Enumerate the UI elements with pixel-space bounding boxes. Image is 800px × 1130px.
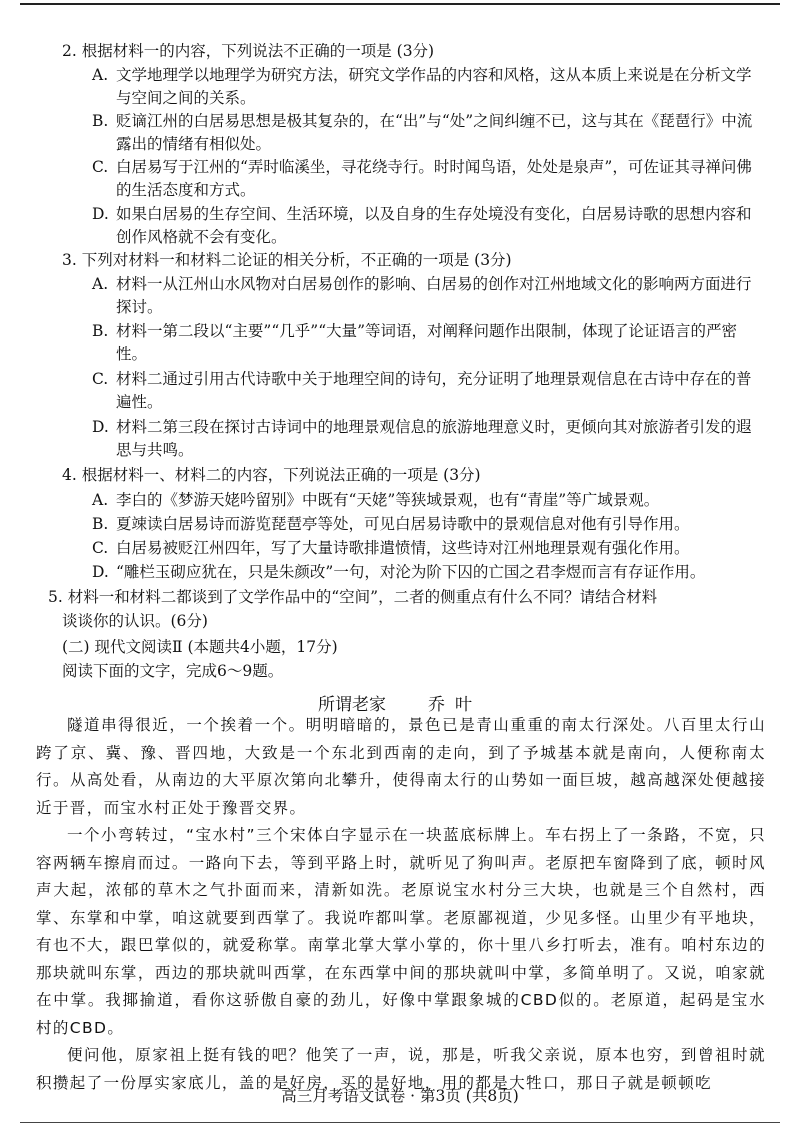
question-3-option-b	[92, 320, 766, 365]
option-label: D.	[92, 418, 109, 436]
top-rule	[20, 3, 780, 5]
option-text: 材料二通过引用古代诗歌中关于地理空间的诗句，充分证明了地理景观信息在古诗中存在的普遍性。	[116, 370, 752, 411]
question-2-option-a	[92, 64, 766, 109]
question-5-line-1: 5. 材料一和材料二都谈到了文学作品中的“空间”，二者的侧重点有什么不同？请结合材料	[48, 588, 658, 606]
option-label: B.	[92, 112, 109, 130]
page-footer: 高三月考语文试卷 · 第3页 (共8页)	[281, 1087, 519, 1105]
option-text: 文学地理学以地理学为研究方法，研究文学作品的内容和风格，这从本质上来说是在分析文学与空间之间的关系。	[116, 66, 752, 107]
option-text: 如果白居易的生存空间、生活环境，以及自身的生存处境没有变化，白居易诗歌的思想内容和创作风格就不会有变化。	[116, 205, 752, 246]
article-author: 乔叶	[428, 695, 482, 715]
option-label: C.	[92, 158, 109, 176]
section-heading: (二) 现代文阅读Ⅱ (本题共4小题，17分)	[62, 638, 338, 656]
article-body	[36, 712, 766, 1097]
article-paragraph: 隧道串得很近，一个挨着一个。明明暗暗的，景色已是青山重重的南太行深处。八百里太行山跨了京、冀、豫、晋四地，大致是一个东北到西南的走向，到了予城基本就是南向，人便称南太行。从高处看，从南边的大平原次第向北攀升，使得南太行的山势如一面巨坡，越高越深处便越接近于晋，而宝水村正处于豫晋交界。	[36, 716, 766, 817]
option-label: C.	[92, 370, 109, 388]
option-text: 贬谪江州的白居易思想是极其复杂的，在“出”与“处”之间纠缠不已，这与其在《琵琶行》中流露出的情绪有相似处。	[116, 112, 753, 153]
option-text: 夏竦读白居易诗而游览琵琶亭等处，可见白居易诗歌中的景观信息对他有引导作用。	[116, 515, 690, 533]
question-3-option-a	[92, 273, 766, 318]
question-4-option-c	[92, 537, 766, 560]
option-text: 材料二第三段在探讨古诗词中的地理景观信息的旅游地理意义时，更倾向其对旅游者引发的遐思与共鸣。	[116, 418, 752, 459]
article-paragraph: 便问他，原家祖上挺有钱的吧？他笑了一声，说，那是，听我父亲说，原本也穷，到曾祖时就积攒起了一份厚实家底儿，盖的是好房，买的是好地，用的都是大牲口，那日子就是顿顿吃	[36, 1046, 766, 1092]
option-text: 白居易被贬江州四年，写了大量诗歌排遣愤情，这些诗对江州地理景观有强化作用。	[116, 539, 690, 557]
option-label: A.	[92, 491, 109, 509]
question-2-stem: 2. 根据材料一的内容，下列说法不正确的一项是 (3分)	[62, 42, 435, 60]
option-label: C.	[92, 539, 109, 557]
question-4-option-a	[92, 489, 766, 512]
section-instruction: 阅读下面的文字，完成6～9题。	[62, 662, 284, 680]
option-text: 李白的《梦游天姥吟留别》中既有“天姥”等狭域景观，也有“青崖”等广域景观。	[116, 491, 660, 509]
bottom-rule	[20, 1122, 780, 1123]
option-label: A.	[92, 275, 109, 293]
option-label: D.	[92, 205, 109, 223]
question-2-option-d	[92, 203, 766, 248]
question-2-option-c	[92, 156, 766, 201]
question-3-option-c	[92, 368, 766, 413]
question-2-option-b	[92, 110, 766, 155]
article-title: 所谓老家	[318, 695, 386, 715]
question-4-stem: 4. 根据材料一、材料二的内容，下列说法正确的一项是 (3分)	[62, 466, 481, 484]
option-text: 白居易写于江州的“弄时临溪坐，寻花绕寺行。时时闻鸟语，处处是泉声”，可佐证其寻禅问佛的生活态度和方式。	[116, 158, 752, 199]
option-label: D.	[92, 563, 109, 581]
question-3-stem: 3. 下列对材料一和材料二论证的相关分析，不正确的一项是 (3分)	[62, 251, 512, 269]
question-3-option-d	[92, 416, 766, 461]
option-label: B.	[92, 322, 109, 340]
article-paragraph: 一个小弯转过，“宝水村”三个宋体白字显示在一块蓝底标牌上。车右拐上了一条路，不宽，只容两辆车擦肩而过。一路向下去，等到平路上时，就听见了狗叫声。老原把车窗降到了底，顿时风声大起，浓郁的草木之气扑面而来，清新如洗。老原说宝水村分三大块，也就是三个自然村，西掌、东掌和中掌，咱这就要到西掌了。我说咋都叫掌。老原鄙视道，少见多怪。山里少有平地块，有也不大，跟巴掌似的，就爱称掌。南掌北掌大掌小掌的，你十里八乡打听去，准有。咱村东边的那块就叫东掌，西边的那块就叫西掌，在东西掌中间的那块就叫中掌，多简单明了。又说，咱家就在中掌。我揶揄道，看你这骄傲自豪的劲儿，好像中掌跟象城的CBD似的。老原道，起码是宝水村的CBD。	[36, 826, 766, 1037]
option-text: 材料一第二段以“主要”“几乎”“大量”等词语，对阐释问题作出限制，体现了论证语言的严密性。	[116, 322, 738, 363]
question-4-option-b	[92, 513, 766, 536]
question-4-option-d	[92, 561, 766, 584]
question-5-line-2: 谈谈你的认识。(6分)	[62, 612, 208, 630]
option-label: B.	[92, 515, 109, 533]
option-label: A.	[92, 66, 109, 84]
option-text: 材料一从江州山水风物对白居易创作的影响、白居易的创作对江州地域文化的影响两方面进行探讨。	[116, 275, 752, 316]
option-text: “雕栏玉砌应犹在，只是朱颜改”一句，对沦为阶下囚的亡国之君李煜而言有存证作用。	[116, 563, 706, 581]
